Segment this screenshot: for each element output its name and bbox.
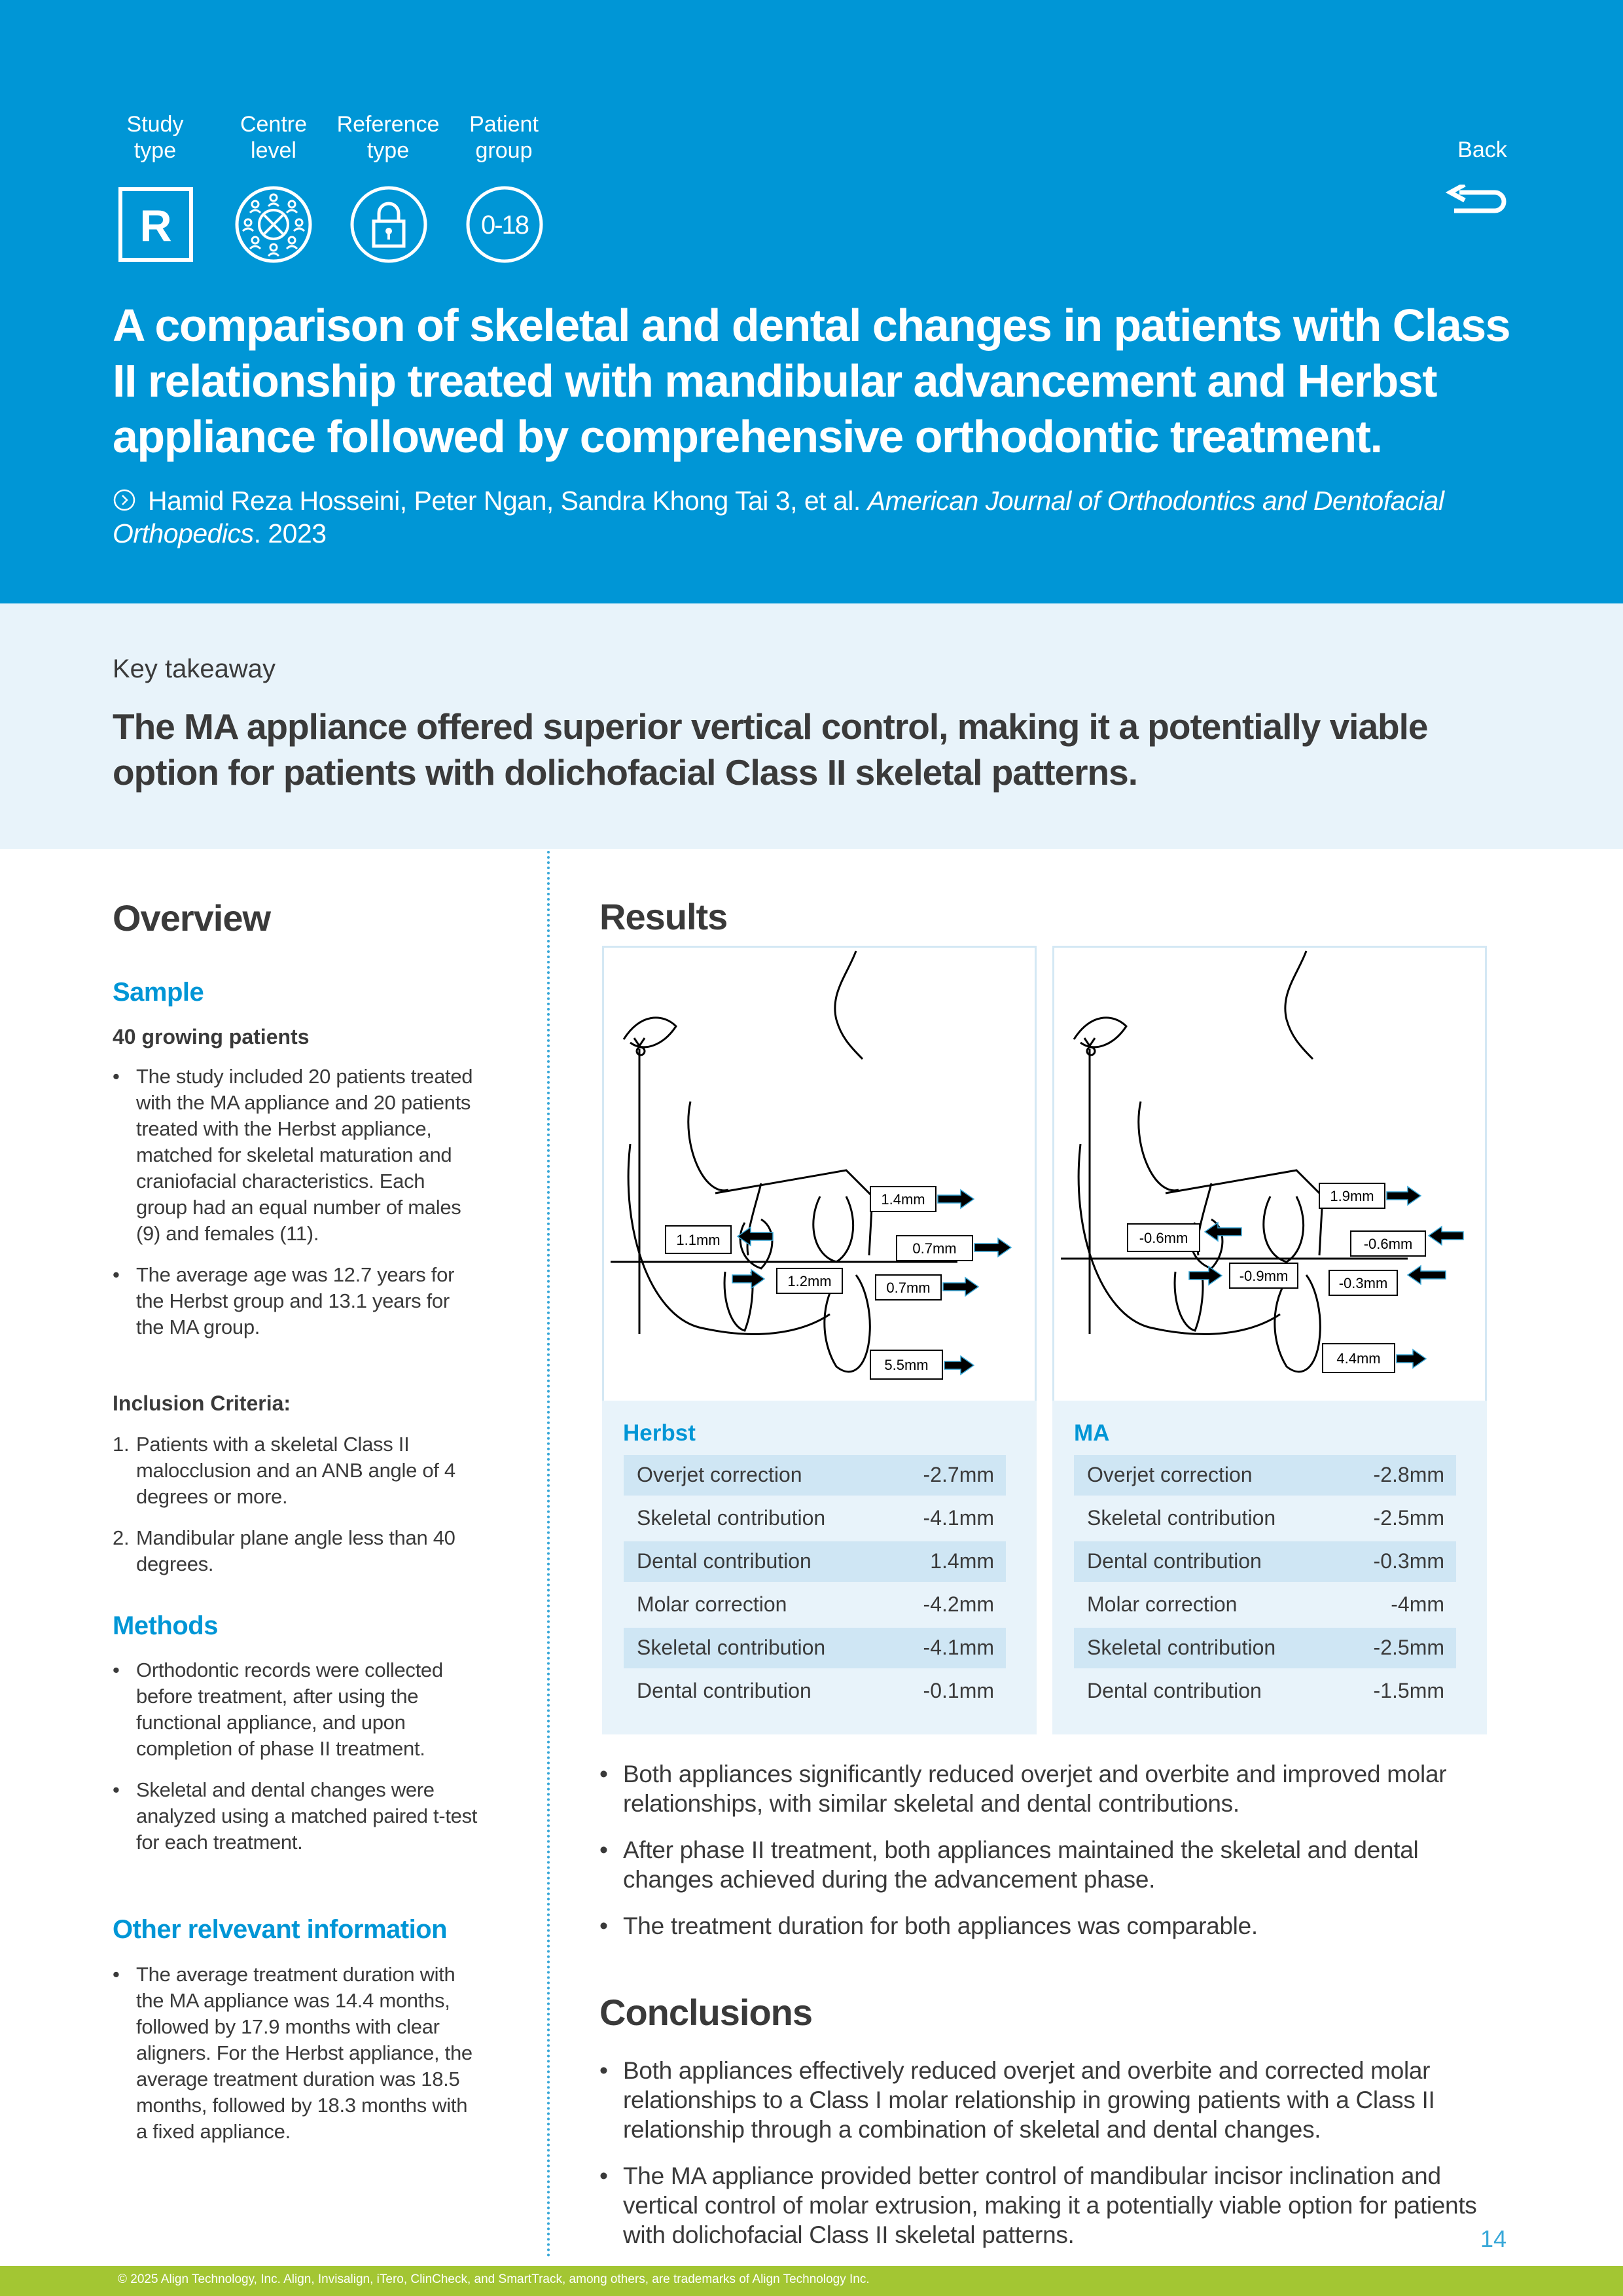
age-group-icon (465, 185, 544, 264)
svg-text:5.5mm: 5.5mm (884, 1357, 929, 1373)
list-item: • The average treatment duration with the MA appliance was 14.4 months, followed by 17.9 months with clear aligners. For the Herbst appliance, the average treatment duration was 18.5 months, followed by 18.3 months with a fixed appliance. (113, 1963, 473, 2143)
table-row: Dental contribution 1.4mm (624, 1541, 1006, 1582)
multi-centre-icon (234, 185, 313, 264)
column-divider (547, 851, 550, 2258)
back-label[interactable]: Back (1457, 137, 1507, 162)
svg-text:-0.3mm: -0.3mm (1338, 1275, 1388, 1291)
table-row: Dental contribution -0.1mm (637, 1679, 994, 1702)
sample-heading: Sample (113, 978, 204, 1007)
study-type-label: Study type (126, 112, 184, 163)
herbst-cephalometric-diagram (604, 948, 1035, 1399)
ma-title: MA (1074, 1420, 1110, 1446)
authors: Hamid Reza Hosseini, Peter Ngan, Sandra Khong Tai 3, et al. (148, 486, 861, 516)
table-row: Skeletal contribution -4.1mm (637, 1506, 994, 1530)
list-item: • After phase II treatment, both appliances maintained the skeletal and dental changes achieved during the advancement phase. (599, 1837, 1419, 1893)
results-heading: Results (599, 896, 728, 937)
svg-text:R: R (139, 201, 172, 251)
citation (113, 484, 1520, 550)
table-row: Overjet correction -2.7mm (624, 1455, 1006, 1496)
svg-text:-0.9mm: -0.9mm (1239, 1268, 1289, 1284)
takeaway-text: The MA appliance offered superior vertical control, making it a potentially viable option for patients with dolichofacial Class II skeletal patterns. (113, 706, 1428, 793)
list-item: • Skeletal and dental changes were analyzed using a matched paired t-test for each treatment. (113, 1778, 478, 1854)
list-item: • The treatment duration for both appliances was comparable. (599, 1912, 1258, 1939)
table-row: Dental contribution -0.3mm (1074, 1541, 1456, 1582)
herbst-title: Herbst (623, 1420, 696, 1446)
sample-subheading: 40 growing patients (113, 1025, 310, 1049)
back-arrow-icon[interactable] (1445, 185, 1508, 219)
list-item: • The average age was 12.7 years for the Herbst group and 13.1 years for the MA group. (113, 1263, 455, 1338)
table-row: Skeletal contribution -2.5mm (1087, 1506, 1444, 1530)
centre-level-label: Centre level (240, 112, 308, 163)
ma-cephalometric-diagram (1054, 948, 1485, 1399)
table-row: Skeletal contribution -2.5mm (1074, 1628, 1456, 1668)
inclusion-heading: Inclusion Criteria: (113, 1391, 291, 1415)
list-item: 2. Mandibular plane angle less than 40 degrees. (113, 1526, 455, 1575)
svg-text:1.1mm: 1.1mm (676, 1232, 721, 1248)
svg-text:0.7mm: 0.7mm (886, 1280, 931, 1296)
list-item: • The MA appliance provided better control of mandibular incisor inclination and vertical control of molar extrusion, making it a potentially viable option for patients with dolichofacial Class II skeletal patterns. (599, 2162, 1477, 2248)
footer-text: © 2025 Align Technology, Inc. Align, Invisalign, iTero, ClinCheck, and SmartTrack, among others, are trademarks of Align Technology Inc. (118, 2272, 870, 2286)
conclusions-heading: Conclusions (599, 1992, 813, 2033)
other-info-heading: Other relvevant information (113, 1915, 448, 1944)
chevron-circle-icon[interactable] (113, 488, 136, 512)
page-title: A comparison of skeletal and dental changes in patients with Class II relationship treated with mandibular advancement and Herbst appliance followed by comprehensive orthodontic treatment. (113, 300, 1510, 462)
svg-text:0.7mm: 0.7mm (912, 1240, 957, 1257)
other-info-list (113, 1962, 479, 2160)
overview-heading: Overview (113, 897, 271, 939)
r-square-icon (116, 185, 196, 264)
svg-text:1.9mm: 1.9mm (1330, 1188, 1374, 1204)
footer-band (0, 2266, 1623, 2296)
list-item: • Both appliances effectively reduced overjet and overbite and corrected molar relationships to a Class I molar relationship in growing patients with a Class II relationship through a combination of skeletal and dental changes. (599, 2057, 1435, 2143)
publication-year: . 2023 (253, 518, 327, 548)
conclusions-list (599, 2056, 1503, 2267)
list-item: • The study included 20 patients treated with the MA appliance and 20 patients treated with the Herbst appliance, matched for skeletal maturation and craniofacial characteristics. Each group had an equal number of males (9) and females (11). (113, 1065, 473, 1245)
herbst-measure-labels (666, 1187, 972, 1379)
reference-type-label: Reference type (336, 112, 440, 163)
table-row: Overjet correction -2.8mm (1074, 1455, 1456, 1496)
svg-text:0-18: 0-18 (480, 211, 529, 240)
takeaway-label: Key takeaway (113, 655, 276, 683)
sample-list (113, 1064, 479, 1355)
list-item: • Both appliances significantly reduced overjet and overbite and improved molar relationships, with similar skeletal and dental contributions. (599, 1761, 1447, 1817)
svg-text:4.4mm: 4.4mm (1336, 1350, 1381, 1367)
page-number: 14 (1480, 2225, 1507, 2252)
svg-text:-0.6mm: -0.6mm (1139, 1230, 1188, 1246)
table-row: Dental contribution -1.5mm (1087, 1679, 1444, 1702)
results-list (599, 1759, 1503, 1958)
methods-list (113, 1657, 479, 1871)
inclusion-list (113, 1431, 479, 1592)
table-row: Molar correction -4mm (1087, 1592, 1444, 1616)
svg-text:1.2mm: 1.2mm (787, 1273, 832, 1289)
patient-group-label: Patient group (469, 112, 539, 163)
table-row: Skeletal contribution -4.1mm (624, 1628, 1006, 1668)
methods-heading: Methods (113, 1611, 218, 1640)
svg-text:1.4mm: 1.4mm (881, 1191, 925, 1208)
list-item: • Orthodontic records were collected before treatment, after using the functional appliance, and upon completion of phase II treatment. (113, 1659, 443, 1760)
svg-text:-0.6mm: -0.6mm (1363, 1236, 1413, 1252)
table-row: Molar correction -4.2mm (637, 1592, 994, 1616)
journal-name: American Journal of Orthodontics and Dentofacial Orthopedics (113, 486, 1444, 548)
list-item: 1. Patients with a skeletal Class II malocclusion and an ANB angle of 4 degrees or more. (113, 1433, 455, 1508)
header-band (0, 0, 1623, 603)
lock-icon (349, 185, 429, 264)
